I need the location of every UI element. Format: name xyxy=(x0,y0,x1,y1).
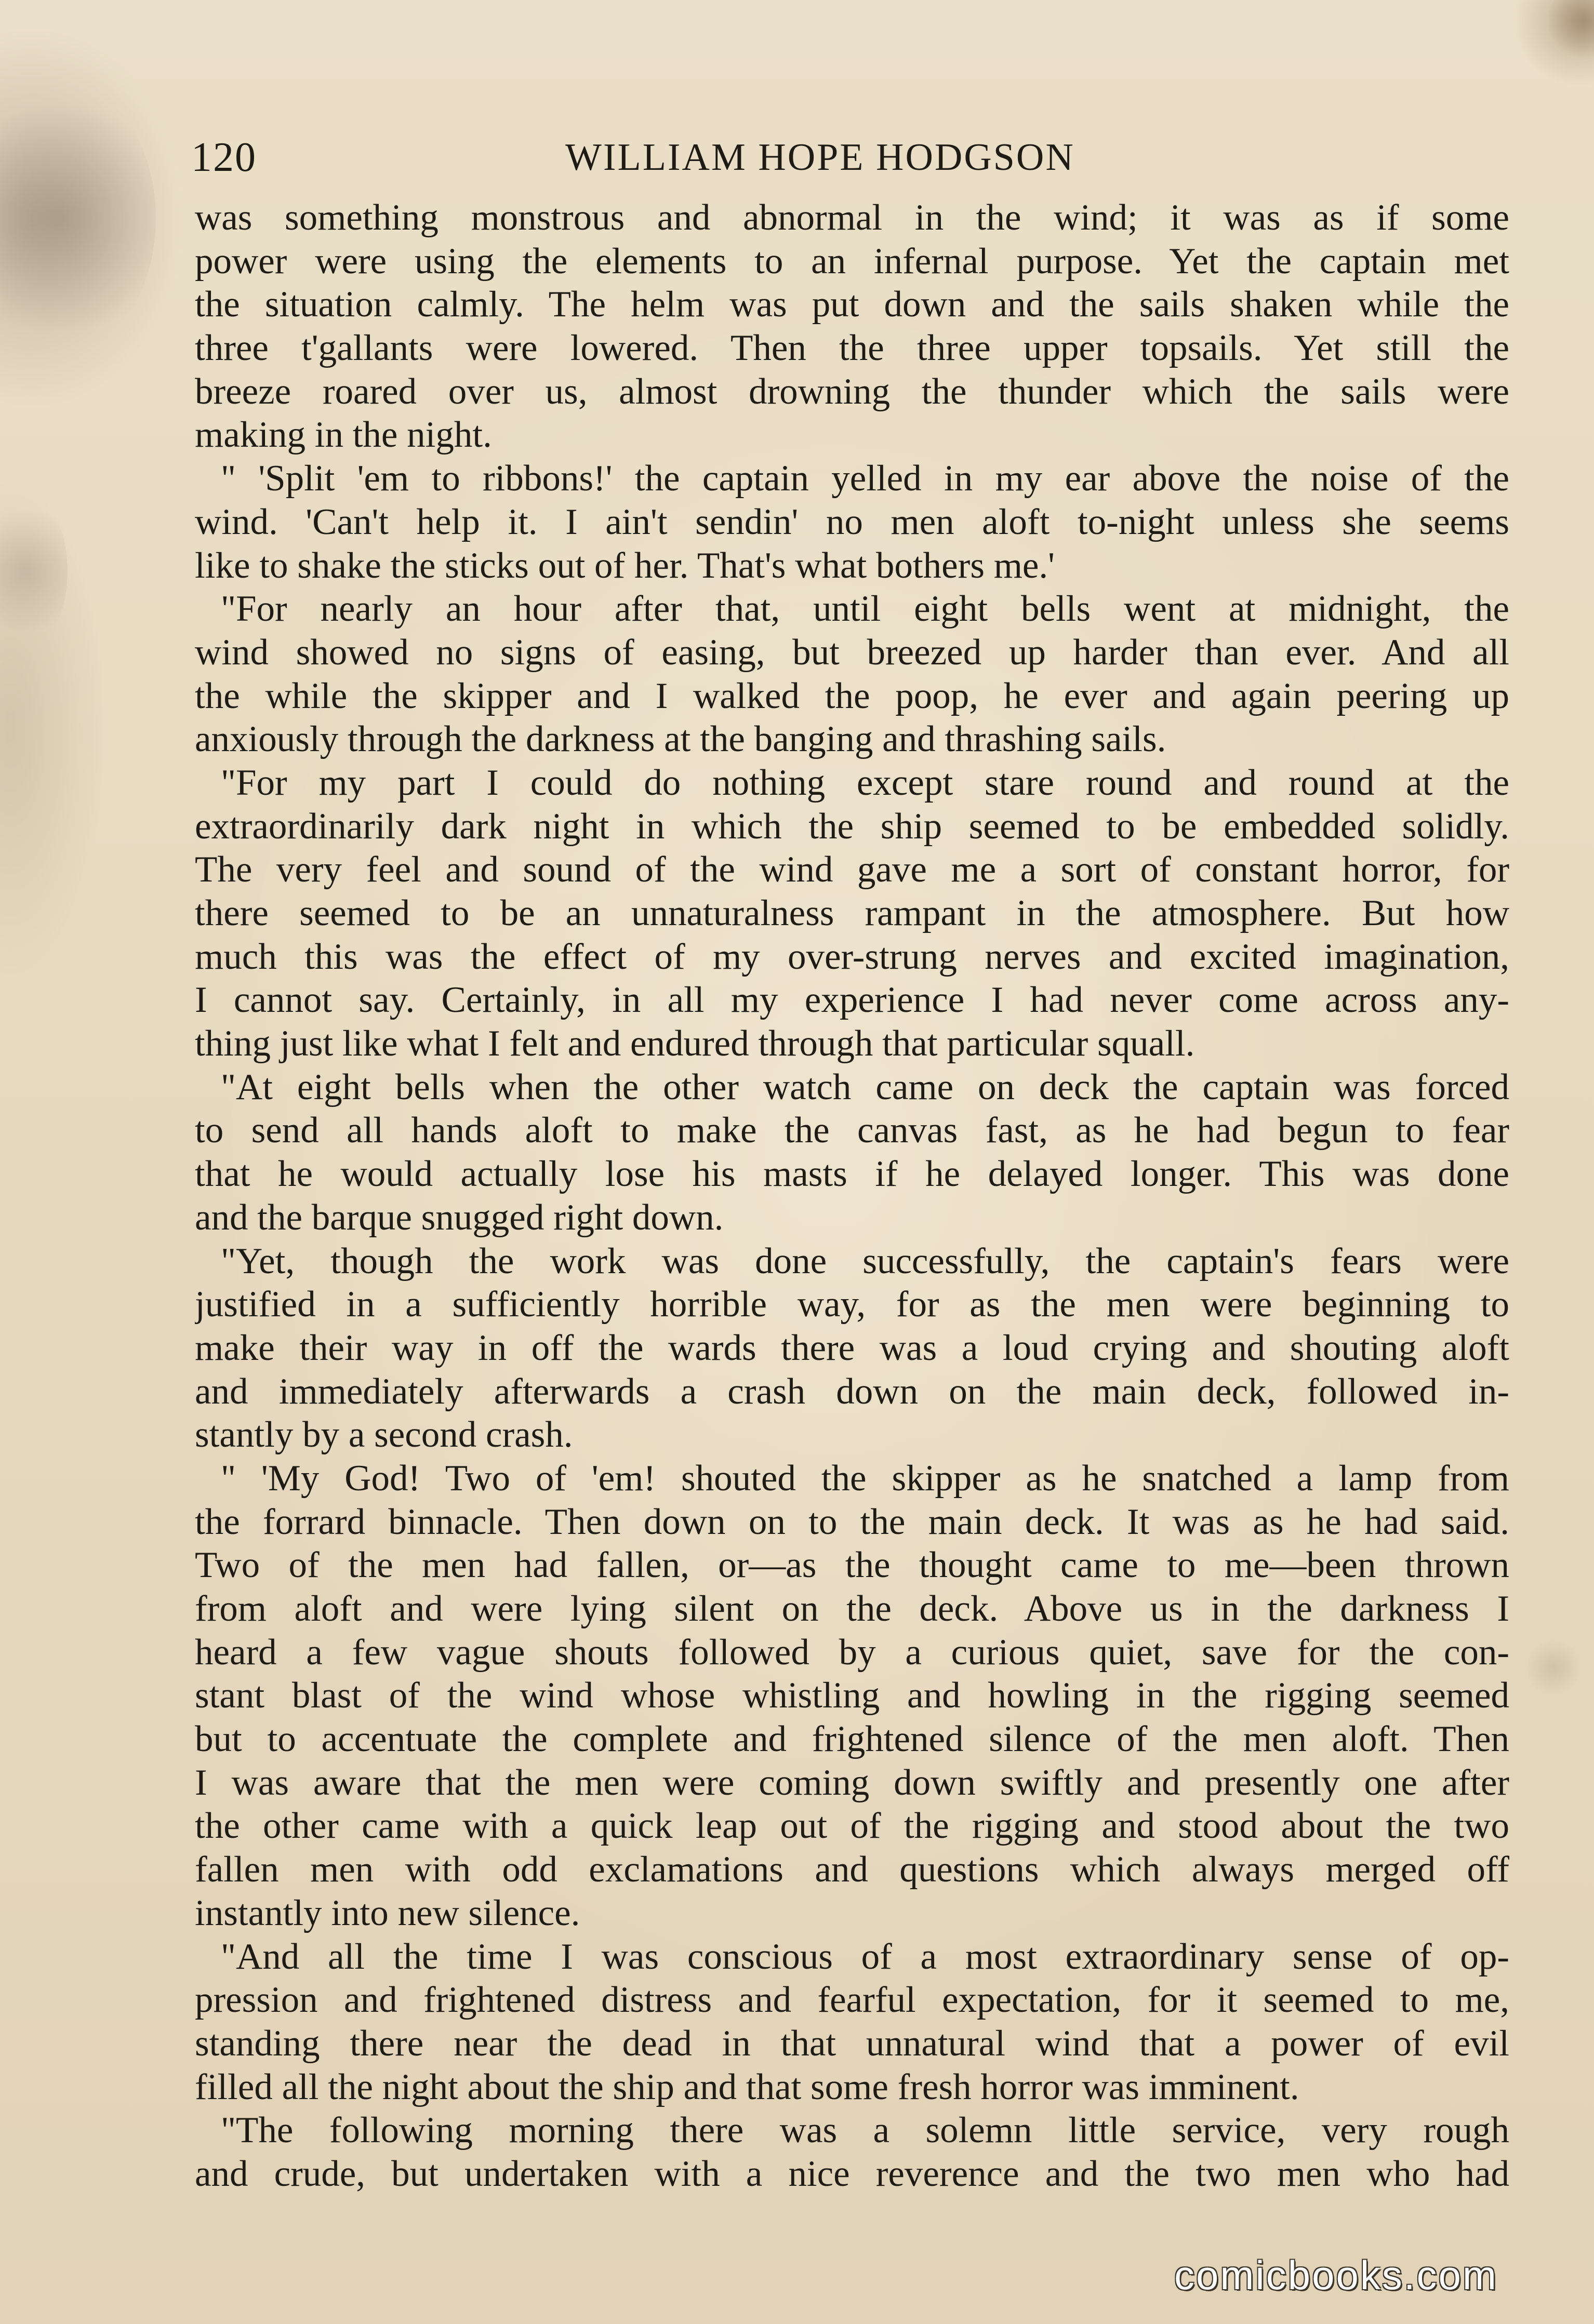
text-line: stantly by a second crash. xyxy=(195,1414,573,1455)
text-line: making in the night. xyxy=(195,415,492,456)
text-line: was something monstrous and abnormal in the wind; it was as if some xyxy=(195,197,1509,238)
text-line: the other came with a quick leap out of the rigging and stood about the two xyxy=(195,1806,1509,1847)
text-line: The very feel and sound of the wind gave me a sort of constant horror, for xyxy=(195,849,1509,890)
text-line: pression and frightened distress and fearful expectation, for it seemed to me, xyxy=(195,1980,1509,2021)
paragraph xyxy=(195,1066,1509,1240)
text-line: extraordinarily dark night in which the ship seemed to be embedded solidly. xyxy=(195,806,1509,847)
text-line: thing just like what I felt and endured through that particular squall. xyxy=(195,1023,1195,1064)
text-line: heard a few vague shouts followed by a curious quiet, save for the con- xyxy=(195,1632,1509,1673)
text-line: I cannot say. Certainly, in all my experience I had never come across any- xyxy=(195,980,1509,1021)
text-line: "Yet, though the work was done successfully, the captain's fears were xyxy=(221,1240,1509,1281)
running-head: WILLIAM HOPE HODGSON xyxy=(565,136,1075,179)
page-stain xyxy=(1548,0,1594,62)
text-line: but to accentuate the complete and frightened silence of the men aloft. Then xyxy=(195,1719,1509,1760)
text-line: and immediately afterwards a crash down on the main deck, followed in- xyxy=(195,1371,1509,1412)
text-line: "And all the time I was conscious of a most extraordinary sense of op- xyxy=(221,1936,1509,1977)
text-line: "At eight bells when the other watch came on deck the captain was forced xyxy=(221,1066,1509,1107)
paragraph xyxy=(195,762,1509,1066)
text-line: " 'My God! Two of 'em! shouted the skipper as he snatched a lamp from xyxy=(221,1458,1509,1499)
text-line: from aloft and were lying silent on the deck. Above us in the darkness I xyxy=(195,1588,1509,1629)
paragraph xyxy=(195,1457,1509,1935)
text-line: Two of the men had fallen, or—as the thought came to me—been thrown xyxy=(195,1545,1509,1586)
paragraph xyxy=(195,1935,1509,2109)
watermark: comicbooks.com xyxy=(1174,2252,1498,2298)
paragraph xyxy=(195,457,1509,587)
page-number: 120 xyxy=(191,135,257,180)
text-line: that he would actually lose his masts if he delayed longer. This was done xyxy=(195,1154,1509,1195)
text-line: I was aware that the men were coming down swiftly and presently one after xyxy=(195,1762,1509,1803)
text-line: "The following morning there was a solemn little service, very rough xyxy=(221,2110,1509,2151)
body-text xyxy=(195,196,1509,2196)
text-line: anxiously through the darkness at the banging and thrashing sails. xyxy=(195,719,1166,760)
text-line: three t'gallants were lowered. Then the three upper topsails. Yet still the xyxy=(195,328,1509,369)
text-line: instantly into new silence. xyxy=(195,1892,580,1933)
text-line: wind showed no signs of easing, but breezed up harder than ever. And all xyxy=(195,632,1509,673)
text-line: " 'Split 'em to ribbons!' the captain yelled in my ear above the noise of the xyxy=(221,458,1509,499)
text-line: make their way in off the wards there was a loud crying and shouting aloft xyxy=(195,1327,1509,1368)
text-line: standing there near the dead in that unnatural wind that a power of evil xyxy=(195,2023,1509,2064)
text-line: breeze roared over us, almost drowning the thunder which the sails were xyxy=(195,371,1509,412)
text-line: wind. 'Can't help it. I ain't sendin' no men aloft to-night unless she seems xyxy=(195,501,1509,542)
text-line: stant blast of the wind whose whistling and howling in the rigging seemed xyxy=(195,1675,1509,1716)
text-line: justified in a sufficiently horrible way, for as the men were beginning to xyxy=(195,1284,1509,1325)
page-stain xyxy=(1527,1636,1579,1699)
text-line: there seemed to be an unnaturalness rampant in the atmosphere. But how xyxy=(195,893,1509,933)
text-line: filled all the night about the ship and that some fresh horror was imminent. xyxy=(195,2066,1299,2107)
text-line: much this was the effect of my over-strung nerves and excited imagination, xyxy=(195,936,1509,977)
text-line: fallen men with odd exclamations and questions which always merged off xyxy=(195,1849,1509,1890)
paragraph xyxy=(195,587,1509,762)
text-line: like to shake the sticks out of her. That's what bothers me.' xyxy=(195,545,1055,586)
text-line: "For nearly an hour after that, until eight bells went at midnight, the xyxy=(221,589,1509,630)
text-line: to send all hands aloft to make the canvas fast, as he had begun to fear xyxy=(195,1110,1509,1151)
text-line: the situation calmly. The helm was put down and the sails shaken while the xyxy=(195,284,1509,325)
text-line: and crude, but undertaken with a nice reverence and the two men who had xyxy=(195,2153,1509,2194)
page-header xyxy=(191,129,1168,186)
paragraph xyxy=(195,1240,1509,1457)
page-stain xyxy=(0,493,68,649)
text-line: power were using the elements to an infernal purpose. Yet the captain met xyxy=(195,241,1509,282)
text-line: the while the skipper and I walked the poop, he ever and again peering up xyxy=(195,675,1509,716)
text-line: the forrard binnacle. Then down on to the main deck. It was as he had said. xyxy=(195,1501,1509,1542)
paragraph xyxy=(195,196,1509,457)
page-stain xyxy=(0,83,156,353)
paragraph xyxy=(195,2109,1509,2196)
text-line: "For my part I could do nothing except stare round and round at the xyxy=(221,762,1509,803)
text-line: and the barque snugged right down. xyxy=(195,1197,724,1238)
